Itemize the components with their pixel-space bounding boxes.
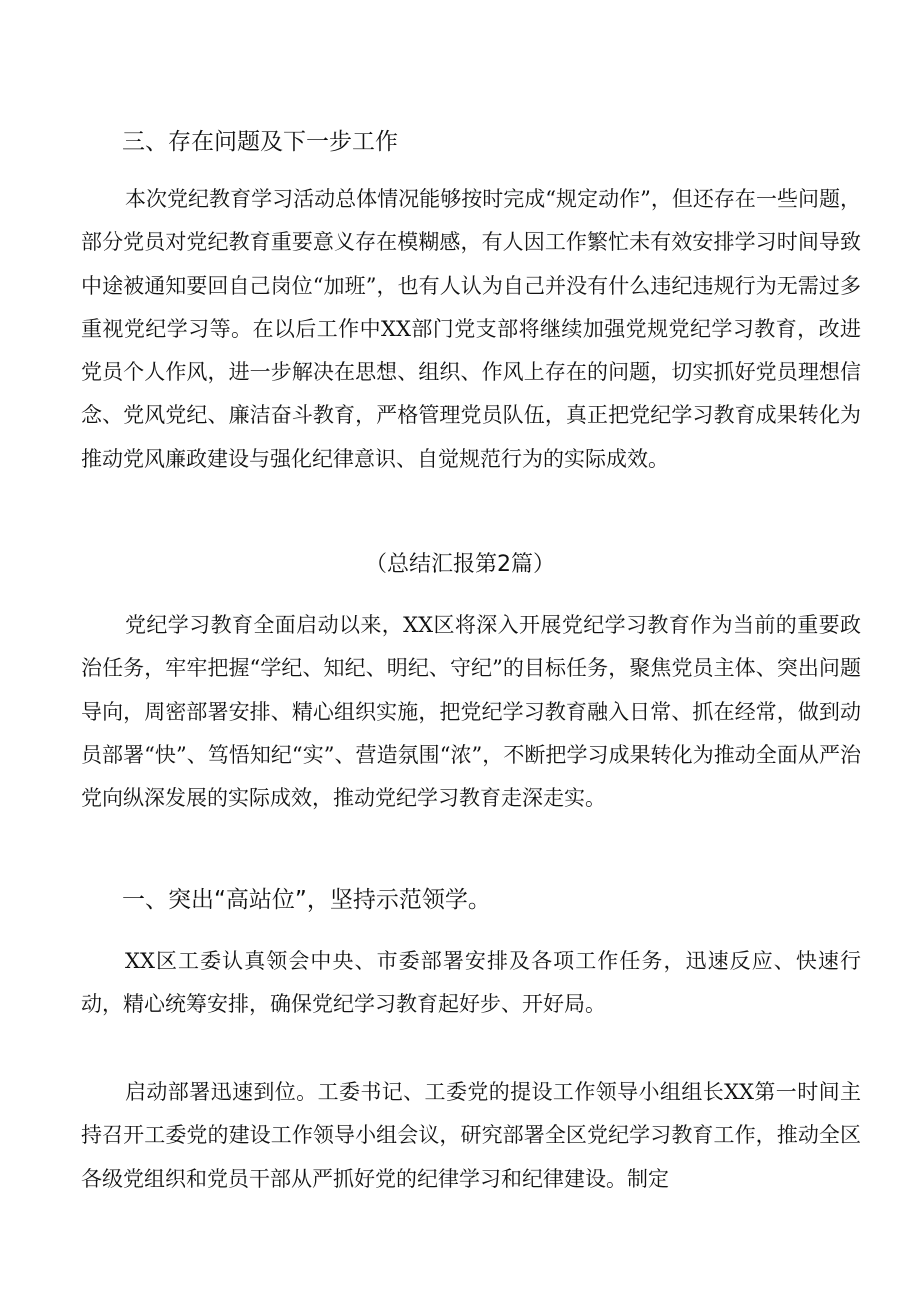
section-1-heading: 一、突出“高站位”，坚持示范领学。 xyxy=(122,887,491,913)
article-2-title: （总结汇报第2篇） xyxy=(365,552,555,577)
section-3-paragraph: 本次党纪教育学习活动总体情况能够按时完成“规定动作”，但还存在一些问题，部分党员对党纪教育重要意义存在模糊感，有人因工作繁忙未有效安排学习时间导致中途被通知要回自己岗位“加班”，也有人认为自己并没有什么违纪违规行为无需过多重视党纪学习等。在以后工作中XX部门党支部将继续加强党规党纪学习教育，改进党员个人作风，进一步解决在思想、组织、作风上存在的问题，切实抓好党员理想信念、党风党纪、廉洁奋斗教育，严格管理党员队伍，真正把党纪学习教育成果转化为推动党风廉政建设与强化纪律意识、自觉规范行为的实际成效。 xyxy=(81,187,861,471)
section-1-paragraph-2: 启动部署迅速到位。工委书记、工委党的提设工作领导小组组长XX第一时间主持召开工委党的建设工作领导小组会议，研究部署全区党纪学习教育工作，推动全区各级党组织和党员干部从严抓好党的纪律学习和纪律建设。制定 xyxy=(81,1080,861,1191)
article-2-intro-paragraph: 党纪学习教育全面启动以来，XX区将深入开展党纪学习教育作为当前的重要政治任务，牢牢把握“学纪、知纪、明纪、守纪”的目标任务，聚焦党员主体、突出问题导向，周密部署安排、精心组织实施，把党纪学习教育融入日常、抓在经常，做到动员部署“快”、笃悟知纪“实”、营造氛围“浓”，不断把学习成果转化为推动全面从严治党向纵深发展的实际成效，推动党纪学习教育走深走实。 xyxy=(81,613,861,811)
section-1-paragraph-1: XX区工委认真领会中央、市委部署安排及各项工作任务，迅速反应、快速行动，精心统筹安排，确保党纪学习教育起好步、开好局。 xyxy=(81,949,861,1017)
section-3-heading: 三、存在问题及下一步工作 xyxy=(122,129,398,155)
